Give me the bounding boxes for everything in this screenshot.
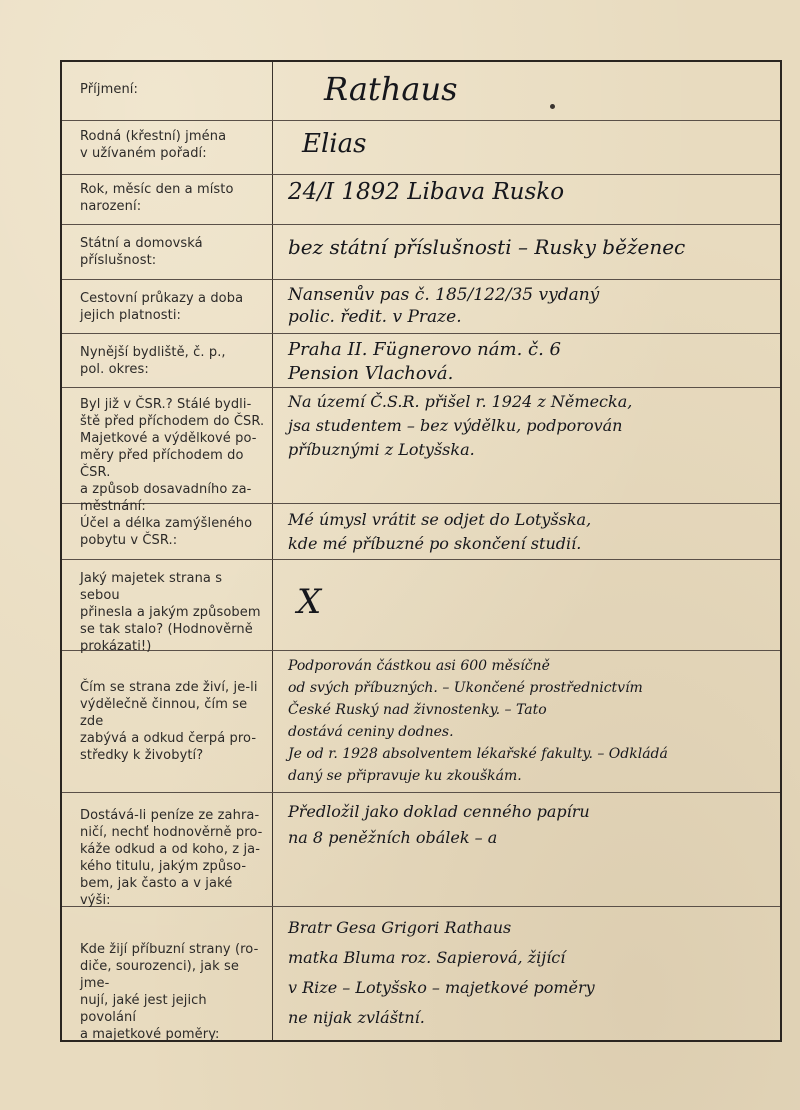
label-property: Jaký majetek strana s sebou přinesla a jakým způsobem se tak stalo? (Hodnověrně prokázati!) — [80, 571, 261, 654]
label-previous-stay: Byl již v ČSR.? Stálé bydli- ště před příchodem do ČSR. Majetkové a výdělkové po- měry před příchodem do ČSR. a způsob dosavadního za- městnání: — [80, 397, 265, 514]
value-citizenship: bez státní příslušnosti – Rusky běženec — [288, 235, 686, 259]
value-birth: 24/I 1892 Libava Rusko — [288, 179, 565, 205]
label-residence: Nynější bydliště, č. p., pol. okres: — [80, 345, 226, 377]
label-surname: Příjmení: — [80, 82, 138, 97]
value-livelihood: Podporován částkou asi 600 měsíčně od svých příbuzných. – Ukončené prostřednictvím České Ruský nad živnostenky. – Tato dostává ceniny dodnes. Je od r. 1928 absolventem lékařské fakulty. – Odkládá daný se připravuje ku zkouškám. — [288, 658, 668, 784]
label-purpose: Účel a délka zamýšleného pobytu v ČSR.: — [80, 516, 253, 548]
row-residence — [62, 334, 780, 388]
label-given-names: Rodná (křestní) jména v užívaném pořadí: — [80, 129, 227, 161]
row-birth — [62, 175, 780, 225]
row-livelihood — [62, 651, 780, 793]
row-purpose — [62, 504, 780, 560]
value-previous-stay: Na území Č.S.R. přišel r. 1924 z Německa, jsa studentem – bez výdělku, podporován příbuznými z Lotyšska. — [288, 392, 633, 459]
row-previous-stay — [62, 388, 780, 514]
row-foreign-money — [62, 793, 780, 907]
value-travel-documents: Nansenův pas č. 185/122/35 vydaný polic. ředit. v Praze. — [288, 285, 600, 327]
value-foreign-money: Předložil jako doklad cenného papíru na 8 peněžních obálek – a — [288, 802, 590, 847]
value-surname: Rathaus — [324, 70, 458, 108]
label-birth: Rok, měsíc den a místo narození: — [80, 182, 234, 214]
value-residence: Praha II. Fügnerovo nám. č. 6 Pension Vlachová. — [288, 339, 561, 384]
row-property — [62, 560, 780, 654]
row-travel-documents — [62, 280, 780, 334]
label-travel-documents: Cestovní průkazy a doba jejich platnosti: — [80, 291, 244, 323]
label-relatives: Kde žijí příbuzní strany (ro- diče, sourozenci), jak se jme- nují, jaké jest jejich povolání a majetkové poměry: — [80, 942, 259, 1042]
label-citizenship: Státní a domovská příslušnost: — [80, 236, 203, 268]
row-given-names — [62, 121, 780, 175]
value-relatives: Bratr Gesa Grigori Rathaus matka Bluma roz. Sapierová, žijící v Rize – Lotyšsko – majetkové poměry ne nijak zvláštní. — [288, 918, 595, 1027]
row-relatives — [62, 907, 780, 1040]
value-purpose: Mé úmysl vrátit se odjet do Lotyšska, kde mé příbuzné po skončení studií. — [288, 510, 592, 553]
ink-dot — [550, 104, 555, 109]
row-surname — [62, 62, 780, 121]
label-foreign-money: Dostává-li peníze ze zahra- ničí, nechť hodnověrně pro- káže odkud a od koho, z ja- kého titulu, jakým způso- bem, jak často a v jaké výši: — [80, 808, 263, 908]
registration-form — [60, 60, 782, 1042]
label-livelihood: Čím se strana zde živí, je-li výdělečně činnou, čím se zde zabývá a odkud čerpá pro- středky k živobytí? — [80, 680, 258, 763]
value-property: X — [297, 582, 322, 622]
value-given-names: Elias — [302, 129, 367, 159]
row-citizenship — [62, 225, 780, 280]
